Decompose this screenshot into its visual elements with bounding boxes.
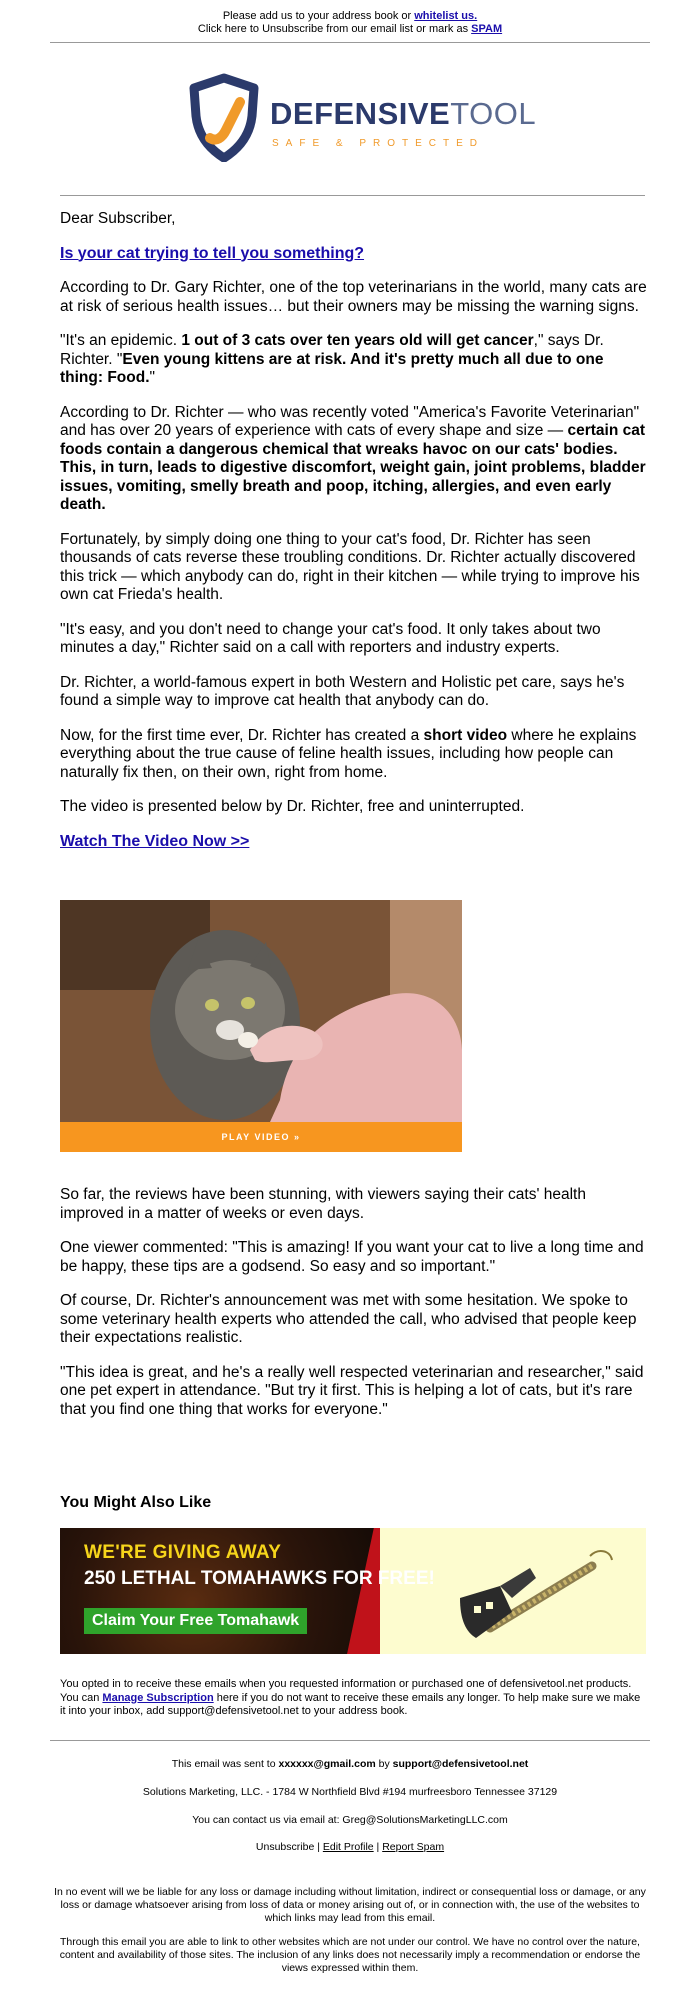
brand-light: TOOL bbox=[450, 96, 537, 131]
address-book-line bbox=[0, 10, 700, 23]
play-video-bar[interactable] bbox=[60, 1122, 462, 1152]
paragraph-9: So far, the reviews have been stunning, with viewers saying their cats' health improved in a matter of weeks or even days. bbox=[60, 1186, 586, 1222]
disclaimer-links: Through this email you are able to link to other websites which are not under our control. We have no control over the nature, content and availability of those sites. The inclusion of any links does not necessarily imply a recommendation or endorse the views expressed within them. bbox=[59, 1936, 641, 1974]
optin-text-a: You opted in to receive these emails when you requested information or purchased one of defensivetool.net products. You can bbox=[60, 1678, 632, 1704]
headline-link[interactable]: Is your cat trying to tell you something? bbox=[60, 244, 365, 262]
tomahawk-image-icon bbox=[380, 1528, 646, 1654]
cat-photo-icon bbox=[60, 900, 462, 1122]
p2-bold-b: 1 out of 3 cats over ten years old will get cancer bbox=[181, 332, 534, 349]
paragraph-5: "It's easy, and you don't need to change your cat's food. It only takes about two minutes a day," Richter said on a call with reporters and industry experts. bbox=[60, 620, 601, 656]
email-body bbox=[60, 210, 650, 867]
brand-bold: DEFENSIVE bbox=[270, 96, 451, 131]
p7-text-c: where he explains everything about the true cause of feline health issues, including how people can naturally fix then, on their own, right from home. bbox=[60, 726, 637, 781]
paragraph-7 bbox=[60, 727, 650, 783]
video-thumbnail[interactable] bbox=[60, 900, 462, 1152]
unsubscribe-link[interactable]: Unsubscribe bbox=[255, 1841, 315, 1853]
manage-subscription-link[interactable]: Manage Subscription bbox=[102, 1691, 214, 1704]
claim-tomahawk-button[interactable]: Claim Your Free Tomahawk bbox=[84, 1608, 307, 1634]
paragraph-2 bbox=[60, 332, 650, 388]
logo bbox=[186, 72, 536, 164]
banner-right-panel bbox=[380, 1528, 646, 1654]
email-body-continued bbox=[60, 1186, 650, 1435]
paragraph-6: Dr. Richter, a world-famous expert in both Western and Holistic pet care, says he's found a simple way to improve cat health that anybody can do. bbox=[60, 673, 625, 709]
p2-text-e: " bbox=[149, 369, 156, 386]
headline bbox=[60, 245, 650, 264]
edit-profile-link[interactable]: Edit Profile bbox=[322, 1841, 374, 1853]
brand-tagline: SAFE & PROTECTED bbox=[272, 138, 485, 149]
paragraph-11: Of course, Dr. Richter's announcement was met with some hesitation. We spoke to some veterinary health experts who attended the call, who advised that people keep their expectations realistic. bbox=[60, 1292, 637, 1346]
p3-text-a: According to Dr. Richter — who was recently voted "America's Favorite Veterinarian" and has over 20 years of experience with cats of every shape and size — bbox=[60, 403, 640, 439]
disclaimer-liability: In no event will we be liable for any loss or damage including without limitation, indirect or consequential loss or damage, or any loss or damage whatsoever arising from loss of data or money arising out of, or in connection with, the use of the websites to which links may lead from this email. bbox=[54, 1886, 646, 1924]
sent-by: by bbox=[375, 1758, 393, 1770]
paragraph-12: "This idea is great, and he's a really well respected veterinarian and researcher," said one pet expert in attendance. "But try it first. This is helping a lot of cats, but it's rare that you find one thing that works for everyone." bbox=[60, 1363, 644, 1418]
optin-text-b: here if you do not want to receive these emails any longer. To help make sure we make it into your inbox, add support@defensivetool.net to your address book. bbox=[60, 1691, 641, 1717]
tomahawk-ad-banner[interactable] bbox=[60, 1528, 646, 1654]
p2-text-a: "It's an epidemic. bbox=[60, 332, 182, 349]
banner-headline-2: 250 LETHAL TOMAHAWKS FOR FREE! bbox=[84, 1568, 435, 1589]
spam-link[interactable]: SPAM bbox=[471, 23, 503, 35]
p3-bold-b: certain cat foods contain a dangerous chemical that wreaks havoc on our cats' bodies. This, in turn, leads to digestive discomfort, weight gain, joint problems, bladder issues, vomiting, smelly breath and poop, itching, allergies, and even early death. bbox=[60, 422, 646, 513]
address-book-text: Please add us to your address book or bbox=[222, 10, 412, 22]
play-video-label: PLAY VIDEO bbox=[221, 1132, 290, 1142]
brand-name bbox=[270, 96, 536, 132]
divider-top bbox=[50, 42, 650, 43]
divider-mid bbox=[60, 195, 645, 196]
paragraph-4: Fortunately, by simply doing one thing to your cat's food, Dr. Richter has seen thousands of cats reverse these troubling conditions. Dr. Richter actually discovered this trick — which anybody can do, right in their kitchen — while trying to improve his own cat Frieda's health. bbox=[60, 530, 640, 603]
watch-video-line bbox=[60, 833, 650, 852]
sent-prefix: This email was sent to bbox=[171, 1758, 279, 1770]
unsubscribe-text: Click here to Unsubscribe from our email list or mark as bbox=[197, 23, 469, 35]
banner-headline-1: WE'RE GIVING AWAY bbox=[84, 1542, 282, 1563]
sender-email: support@defensivetool.net bbox=[392, 1758, 529, 1770]
top-notice bbox=[0, 0, 700, 36]
report-spam-link[interactable]: Report Spam bbox=[382, 1841, 445, 1853]
contact-line: You can contact us via email at: Greg@SolutionsMarketingLLC.com bbox=[192, 1814, 508, 1826]
unsubscribe-line bbox=[0, 23, 700, 36]
optin-notice bbox=[60, 1678, 646, 1719]
whitelist-link[interactable]: whitelist us. bbox=[414, 10, 478, 22]
link-separator-1: | bbox=[314, 1841, 323, 1853]
link-separator-2: | bbox=[373, 1841, 383, 1853]
also-like-heading: You Might Also Like bbox=[60, 1494, 212, 1511]
paragraph-8: The video is presented below by Dr. Richter, free and uninterrupted. bbox=[60, 798, 525, 815]
shield-logo-icon bbox=[186, 72, 262, 162]
p7-text-a: Now, for the first time ever, Dr. Richter has created a bbox=[60, 726, 424, 744]
greeting: Dear Subscriber, bbox=[60, 210, 176, 227]
p2-bold-d: Even young kittens are at risk. And it's pretty much all due to one thing: Food. bbox=[60, 350, 604, 386]
watch-video-link[interactable]: Watch The Video Now >> bbox=[60, 832, 250, 850]
sent-to-line bbox=[50, 1758, 650, 1771]
p2-text-c: ," says Dr. Richter. " bbox=[60, 332, 604, 368]
video-frame bbox=[60, 900, 462, 1122]
company-address: Solutions Marketing, LLC. - 1784 W Northfield Blvd #194 murfreesboro Tennessee 37129 bbox=[142, 1786, 558, 1798]
paragraph-3 bbox=[60, 404, 650, 515]
double-chevron-icon: » bbox=[294, 1132, 301, 1142]
divider-bottom bbox=[50, 1740, 650, 1741]
footer-links bbox=[50, 1841, 650, 1854]
recipient-email: xxxxxx@gmail.com bbox=[278, 1758, 376, 1770]
paragraph-10: One viewer commented: "This is amazing! If you want your cat to live a long time and be happy, these tips are a godsend. So easy and so important." bbox=[60, 1239, 644, 1275]
paragraph-1: According to Dr. Gary Richter, one of the top veterinarians in the world, many cats are at risk of serious health issues… but their owners may be missing the warning signs. bbox=[60, 279, 647, 315]
p7-bold-b: short video bbox=[423, 726, 508, 744]
